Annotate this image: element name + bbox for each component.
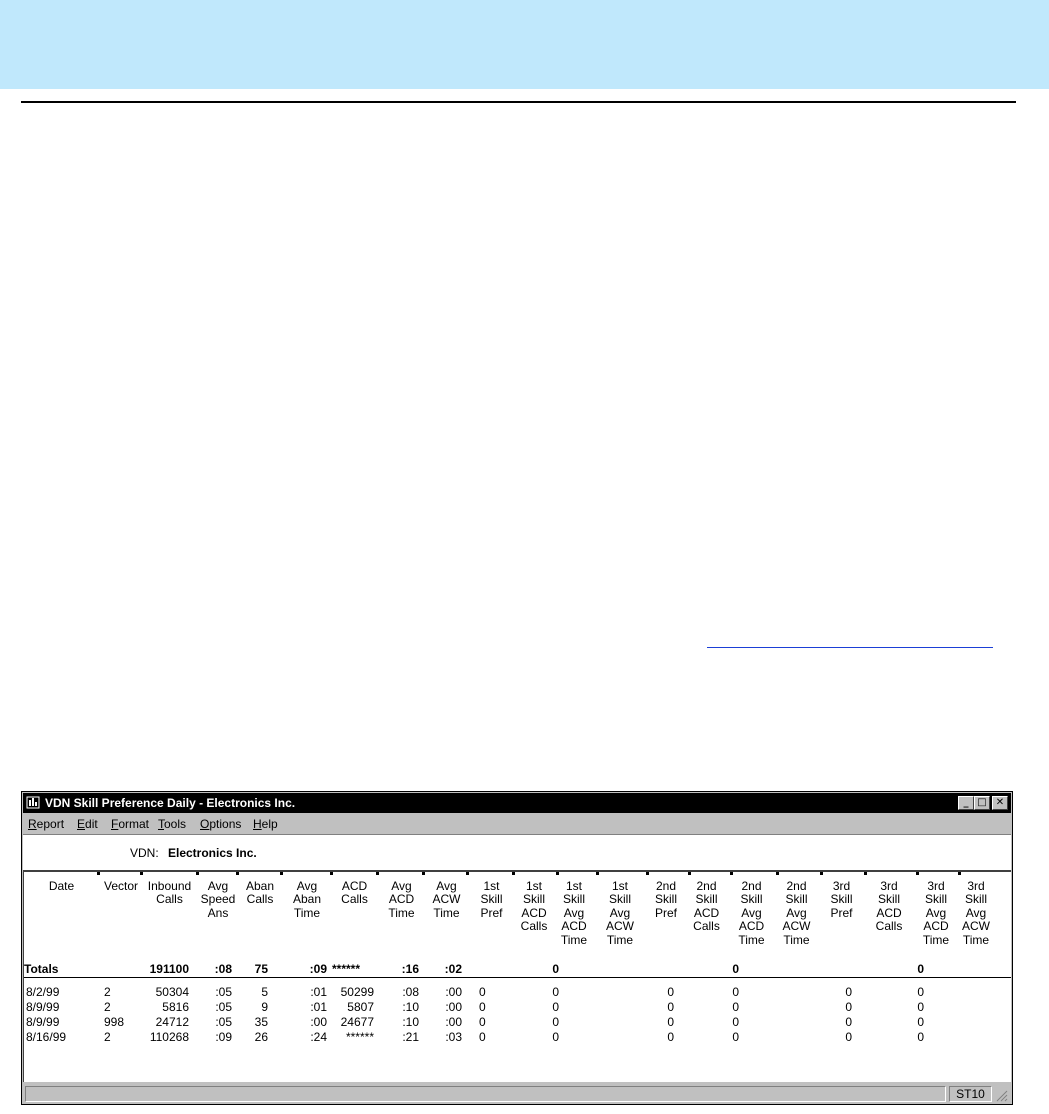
table-cell-skill3-pref: 0	[845, 1000, 852, 1014]
table-row[interactable]	[24, 1000, 1011, 1015]
column-header[interactable]: Date	[48, 879, 75, 893]
table-row[interactable]	[24, 985, 1011, 1000]
table-cell-skill3-acd-calls: 0	[917, 1015, 924, 1029]
totals-cell: Totals	[24, 962, 59, 976]
column-divider-tick[interactable]	[556, 872, 559, 875]
column-header[interactable]: 2nd Skill Avg ACW Time	[782, 879, 811, 947]
totals-cell: 0	[732, 962, 739, 976]
totals-cell: :09	[309, 962, 327, 976]
table-cell-skill3-pref: 0	[845, 1030, 852, 1044]
table-cell-skill3-acd-calls: 0	[917, 985, 924, 999]
table-cell-aban-calls: 9	[261, 1000, 268, 1014]
table-cell-acd-calls: ******	[345, 1030, 374, 1044]
table-cell-date: 8/9/99	[26, 1000, 60, 1014]
column-header[interactable]: Avg Speed Ans	[200, 879, 236, 920]
column-divider-tick[interactable]	[820, 872, 823, 875]
table-cell-inbound-calls: 50304	[155, 985, 189, 999]
menu-bar	[23, 814, 1011, 834]
app-icon[interactable]	[26, 796, 40, 809]
table-cell-date: 8/9/99	[26, 1015, 60, 1029]
totals-cell: :02	[444, 962, 462, 976]
table-cell-skill2-pref: 0	[667, 1000, 674, 1014]
column-divider-tick[interactable]	[376, 872, 379, 875]
table-cell-skill1-pref: 0	[479, 1015, 486, 1029]
column-header[interactable]: 1st Skill Avg ACD Time	[560, 879, 588, 947]
totals-cell: 0	[552, 962, 559, 976]
totals-cell: 0	[917, 962, 924, 976]
table-cell-vector: 2	[104, 1030, 111, 1044]
column-header[interactable]: 1st Skill ACD Calls	[520, 879, 548, 934]
column-header[interactable]: Inbound Calls	[147, 879, 192, 907]
table-cell-inbound-calls: 5816	[162, 1000, 189, 1014]
status-message-pane	[25, 1086, 946, 1102]
totals-cell: 75	[254, 962, 268, 976]
totals-cell: :16	[401, 962, 419, 976]
column-divider-tick[interactable]	[97, 872, 100, 875]
table-cell-avg-speed-ans: :05	[215, 985, 232, 999]
vdn-label: VDN:	[130, 846, 159, 860]
table-cell-aban-calls: 26	[254, 1030, 268, 1044]
menu-tools[interactable]: Tools	[158, 817, 187, 831]
column-header[interactable]: 3rd Skill Avg ACD Time	[922, 879, 950, 947]
menu-format[interactable]: Format	[111, 817, 150, 831]
column-divider-tick[interactable]	[646, 872, 649, 875]
table-cell-skill3-pref: 0	[845, 985, 852, 999]
header-rule	[21, 101, 1016, 103]
status-code: ST10	[949, 1086, 992, 1102]
vdn-header	[23, 834, 1011, 870]
column-header[interactable]: Aban Calls	[245, 879, 275, 907]
table-cell-skill1-acd-calls: 0	[552, 1015, 559, 1029]
table-cell-avg-speed-ans: :09	[215, 1030, 232, 1044]
table-cell-skill2-acd-calls: 0	[732, 985, 739, 999]
table-cell-skill3-acd-calls: 0	[917, 1030, 924, 1044]
table-cell-skill2-pref: 0	[667, 1015, 674, 1029]
column-divider-tick[interactable]	[512, 872, 515, 875]
table-cell-avg-acd-time: :10	[402, 1015, 419, 1029]
vdn-value: Electronics Inc.	[168, 846, 257, 860]
table-cell-avg-acw-time: :03	[445, 1030, 462, 1044]
menu-help[interactable]: Help	[253, 817, 278, 831]
menu-report[interactable]: Report	[28, 817, 65, 831]
column-header[interactable]: Avg ACW Time	[432, 879, 461, 920]
column-divider-tick[interactable]	[916, 872, 919, 875]
column-header[interactable]: 3rd Skill Pref	[830, 879, 853, 920]
report-table[interactable]	[23, 870, 1011, 1082]
table-cell-skill1-acd-calls: 0	[552, 1030, 559, 1044]
minimize-button[interactable]: _	[958, 796, 974, 810]
totals-cell: :08	[214, 962, 232, 976]
table-cell-skill1-pref: 0	[479, 985, 486, 999]
menu-edit[interactable]: Edit	[77, 817, 98, 831]
table-cell-skill2-pref: 0	[667, 985, 674, 999]
column-divider-tick[interactable]	[864, 872, 867, 875]
column-header[interactable]: ACD Calls	[341, 879, 368, 907]
column-divider-tick[interactable]	[422, 872, 425, 875]
column-header[interactable]: 2nd Skill Pref	[654, 879, 677, 920]
column-divider-tick[interactable]	[466, 872, 469, 875]
title-bar[interactable]	[23, 793, 1011, 813]
table-cell-avg-aban-time: :01	[310, 985, 327, 999]
table-cell-avg-acd-time: :10	[402, 1000, 419, 1014]
table-cell-avg-acw-time: :00	[445, 1000, 462, 1014]
header-band	[0, 0, 1049, 89]
column-divider-tick[interactable]	[958, 872, 961, 875]
table-row[interactable]	[24, 1015, 1011, 1030]
table-cell-vector: 998	[104, 1015, 125, 1029]
column-divider-tick[interactable]	[140, 872, 143, 875]
column-divider-tick[interactable]	[280, 872, 283, 875]
table-cell-acd-calls: 24677	[340, 1015, 374, 1029]
table-cell-skill2-acd-calls: 0	[732, 1015, 739, 1029]
table-cell-inbound-calls: 110268	[149, 1030, 189, 1044]
table-cell-skill2-acd-calls: 0	[732, 1030, 739, 1044]
column-header[interactable]: 2nd Skill ACD Calls	[693, 879, 720, 934]
column-header[interactable]: 3rd Skill Avg ACW Time	[962, 879, 990, 947]
table-cell-skill3-acd-calls: 0	[917, 1000, 924, 1014]
table-cell-aban-calls: 5	[261, 985, 268, 999]
table-cell-avg-aban-time: :00	[310, 1015, 327, 1029]
table-cell-avg-acd-time: :08	[402, 985, 419, 999]
column-header[interactable]: 2nd Skill Avg ACD Time	[738, 879, 765, 947]
column-header[interactable]: 1st Skill Avg ACW Time	[606, 879, 634, 947]
table-cell-avg-acw-time: :00	[445, 1015, 462, 1029]
table-cell-vector: 2	[104, 1000, 111, 1014]
close-button[interactable]: ✕	[992, 796, 1008, 810]
column-divider-tick[interactable]	[330, 872, 333, 875]
table-cell-skill2-acd-calls: 0	[732, 1000, 739, 1014]
column-divider-tick[interactable]	[776, 872, 779, 875]
column-divider-tick[interactable]	[596, 872, 599, 875]
table-row[interactable]	[24, 1030, 1011, 1045]
report-window	[21, 791, 1013, 1105]
table-cell-date: 8/16/99	[26, 1030, 67, 1044]
column-header[interactable]: 3rd Skill ACD Calls	[875, 879, 903, 934]
table-cell-skill1-acd-calls: 0	[552, 1000, 559, 1014]
column-divider-tick[interactable]	[730, 872, 733, 875]
status-bar	[23, 1084, 1011, 1104]
table-cell-vector: 2	[104, 985, 111, 999]
table-cell-avg-aban-time: :01	[310, 1000, 327, 1014]
totals-row	[24, 962, 1011, 977]
table-cell-acd-calls: 50299	[340, 985, 374, 999]
table-cell-skill3-pref: 0	[845, 1015, 852, 1029]
maximize-button[interactable]: □	[974, 796, 990, 810]
resize-grip-icon[interactable]	[994, 1088, 1008, 1102]
column-header[interactable]: Vector	[103, 879, 139, 893]
totals-divider	[24, 977, 1011, 978]
table-cell-avg-acw-time: :00	[445, 985, 462, 999]
table-cell-avg-speed-ans: :05	[215, 1000, 232, 1014]
table-cell-skill1-pref: 0	[479, 1030, 486, 1044]
column-header[interactable]: 1st Skill Pref	[480, 879, 503, 920]
table-cell-acd-calls: 5807	[347, 1000, 374, 1014]
totals-cell: 191100	[149, 962, 189, 976]
column-header[interactable]: Avg ACD Time	[388, 879, 415, 920]
table-cell-skill1-pref: 0	[479, 1000, 486, 1014]
window-title: VDN Skill Preference Daily - Electronics Inc.	[45, 796, 296, 810]
totals-cell: ******	[332, 962, 361, 976]
table-cell-aban-calls: 35	[254, 1015, 268, 1029]
hyperlink-underline[interactable]	[707, 647, 993, 648]
table-cell-avg-speed-ans: :05	[215, 1015, 232, 1029]
menu-options[interactable]: Options	[200, 817, 242, 831]
table-cell-skill1-acd-calls: 0	[552, 985, 559, 999]
column-header[interactable]: Avg Aban Time	[292, 879, 322, 920]
table-cell-avg-acd-time: :21	[402, 1030, 419, 1044]
column-divider-tick[interactable]	[196, 872, 199, 875]
column-divider-tick[interactable]	[236, 872, 239, 875]
table-cell-avg-aban-time: :24	[310, 1030, 327, 1044]
table-cell-skill2-pref: 0	[667, 1030, 674, 1044]
table-cell-inbound-calls: 24712	[155, 1015, 189, 1029]
column-divider-tick[interactable]	[688, 872, 691, 875]
table-cell-date: 8/2/99	[26, 985, 60, 999]
